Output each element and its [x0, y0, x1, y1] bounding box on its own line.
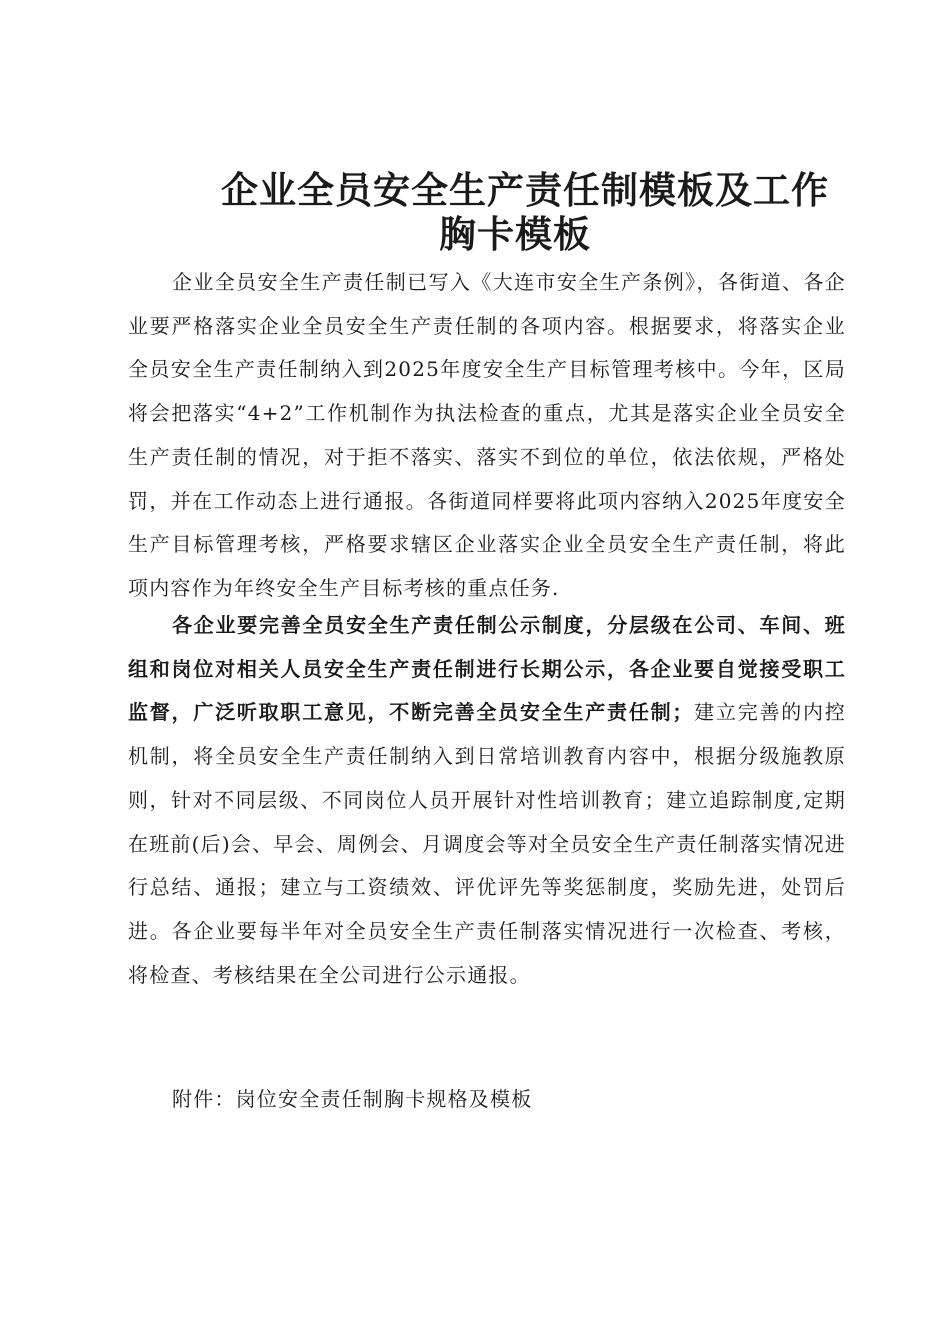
paragraph-2: [128, 604, 846, 997]
paragraph-2-body: 建立完善的内控机制，将全员安全生产责任制纳入到日常培训教育内容中，根据分级施教原则，针对不同层级、不同岗位人员开展针对性培训教育；建立追踪制度,定期在班前(后)会、早会、周例会、月调度会等对全员安全生产责任制落实情况进行总结、通报；建立与工资绩效、评优评先等奖惩制度，奖励先进，处罚后进。各企业要每半年对全员安全生产责任制落实情况进行一次检查、考核，将检查、考核结果在全公司进行公示通报。: [128, 700, 847, 987]
attachment-note: 附件：岗位安全责任制胸卡规格及模板: [172, 1087, 533, 1111]
document-title-line1: 企业全员安全生产责任制模板及工作: [221, 168, 829, 212]
paragraph-2-emphasis: 各企业要完善全员安全生产责任制公示制度，分层级在公司、车间、班组和岗位对相关人员安全生产责任制进行长期公示，各企业要自觉接受职工监督，广泛听取职工意见，不断完善全员安全生产责任制；: [128, 613, 846, 725]
document-title-line2: 胸卡模板: [439, 212, 591, 256]
paragraph-1: 企业全员安全生产责任制已写入《大连市安全生产条例》，各街道、各企业要严格落实企业全员安全生产责任制的各项内容。根据要求，将落实企业全员安全生产责任制纳入到2025年度安全生产目标管理考核中。今年，区局将会把落实“4+2”工作机制作为执法检查的重点，尤其是落实企业全员安全生产责任制的情况，对于拒不落实、落实不到位的单位，依法依规，严格处罚，并在工作动态上进行通报。各街道同样要将此项内容纳入2025年度安全生产目标管理考核，严格要求辖区企业落实企业全员安全生产责任制，将此项内容作为年终安全生产目标考核的重点任务.: [128, 270, 846, 600]
